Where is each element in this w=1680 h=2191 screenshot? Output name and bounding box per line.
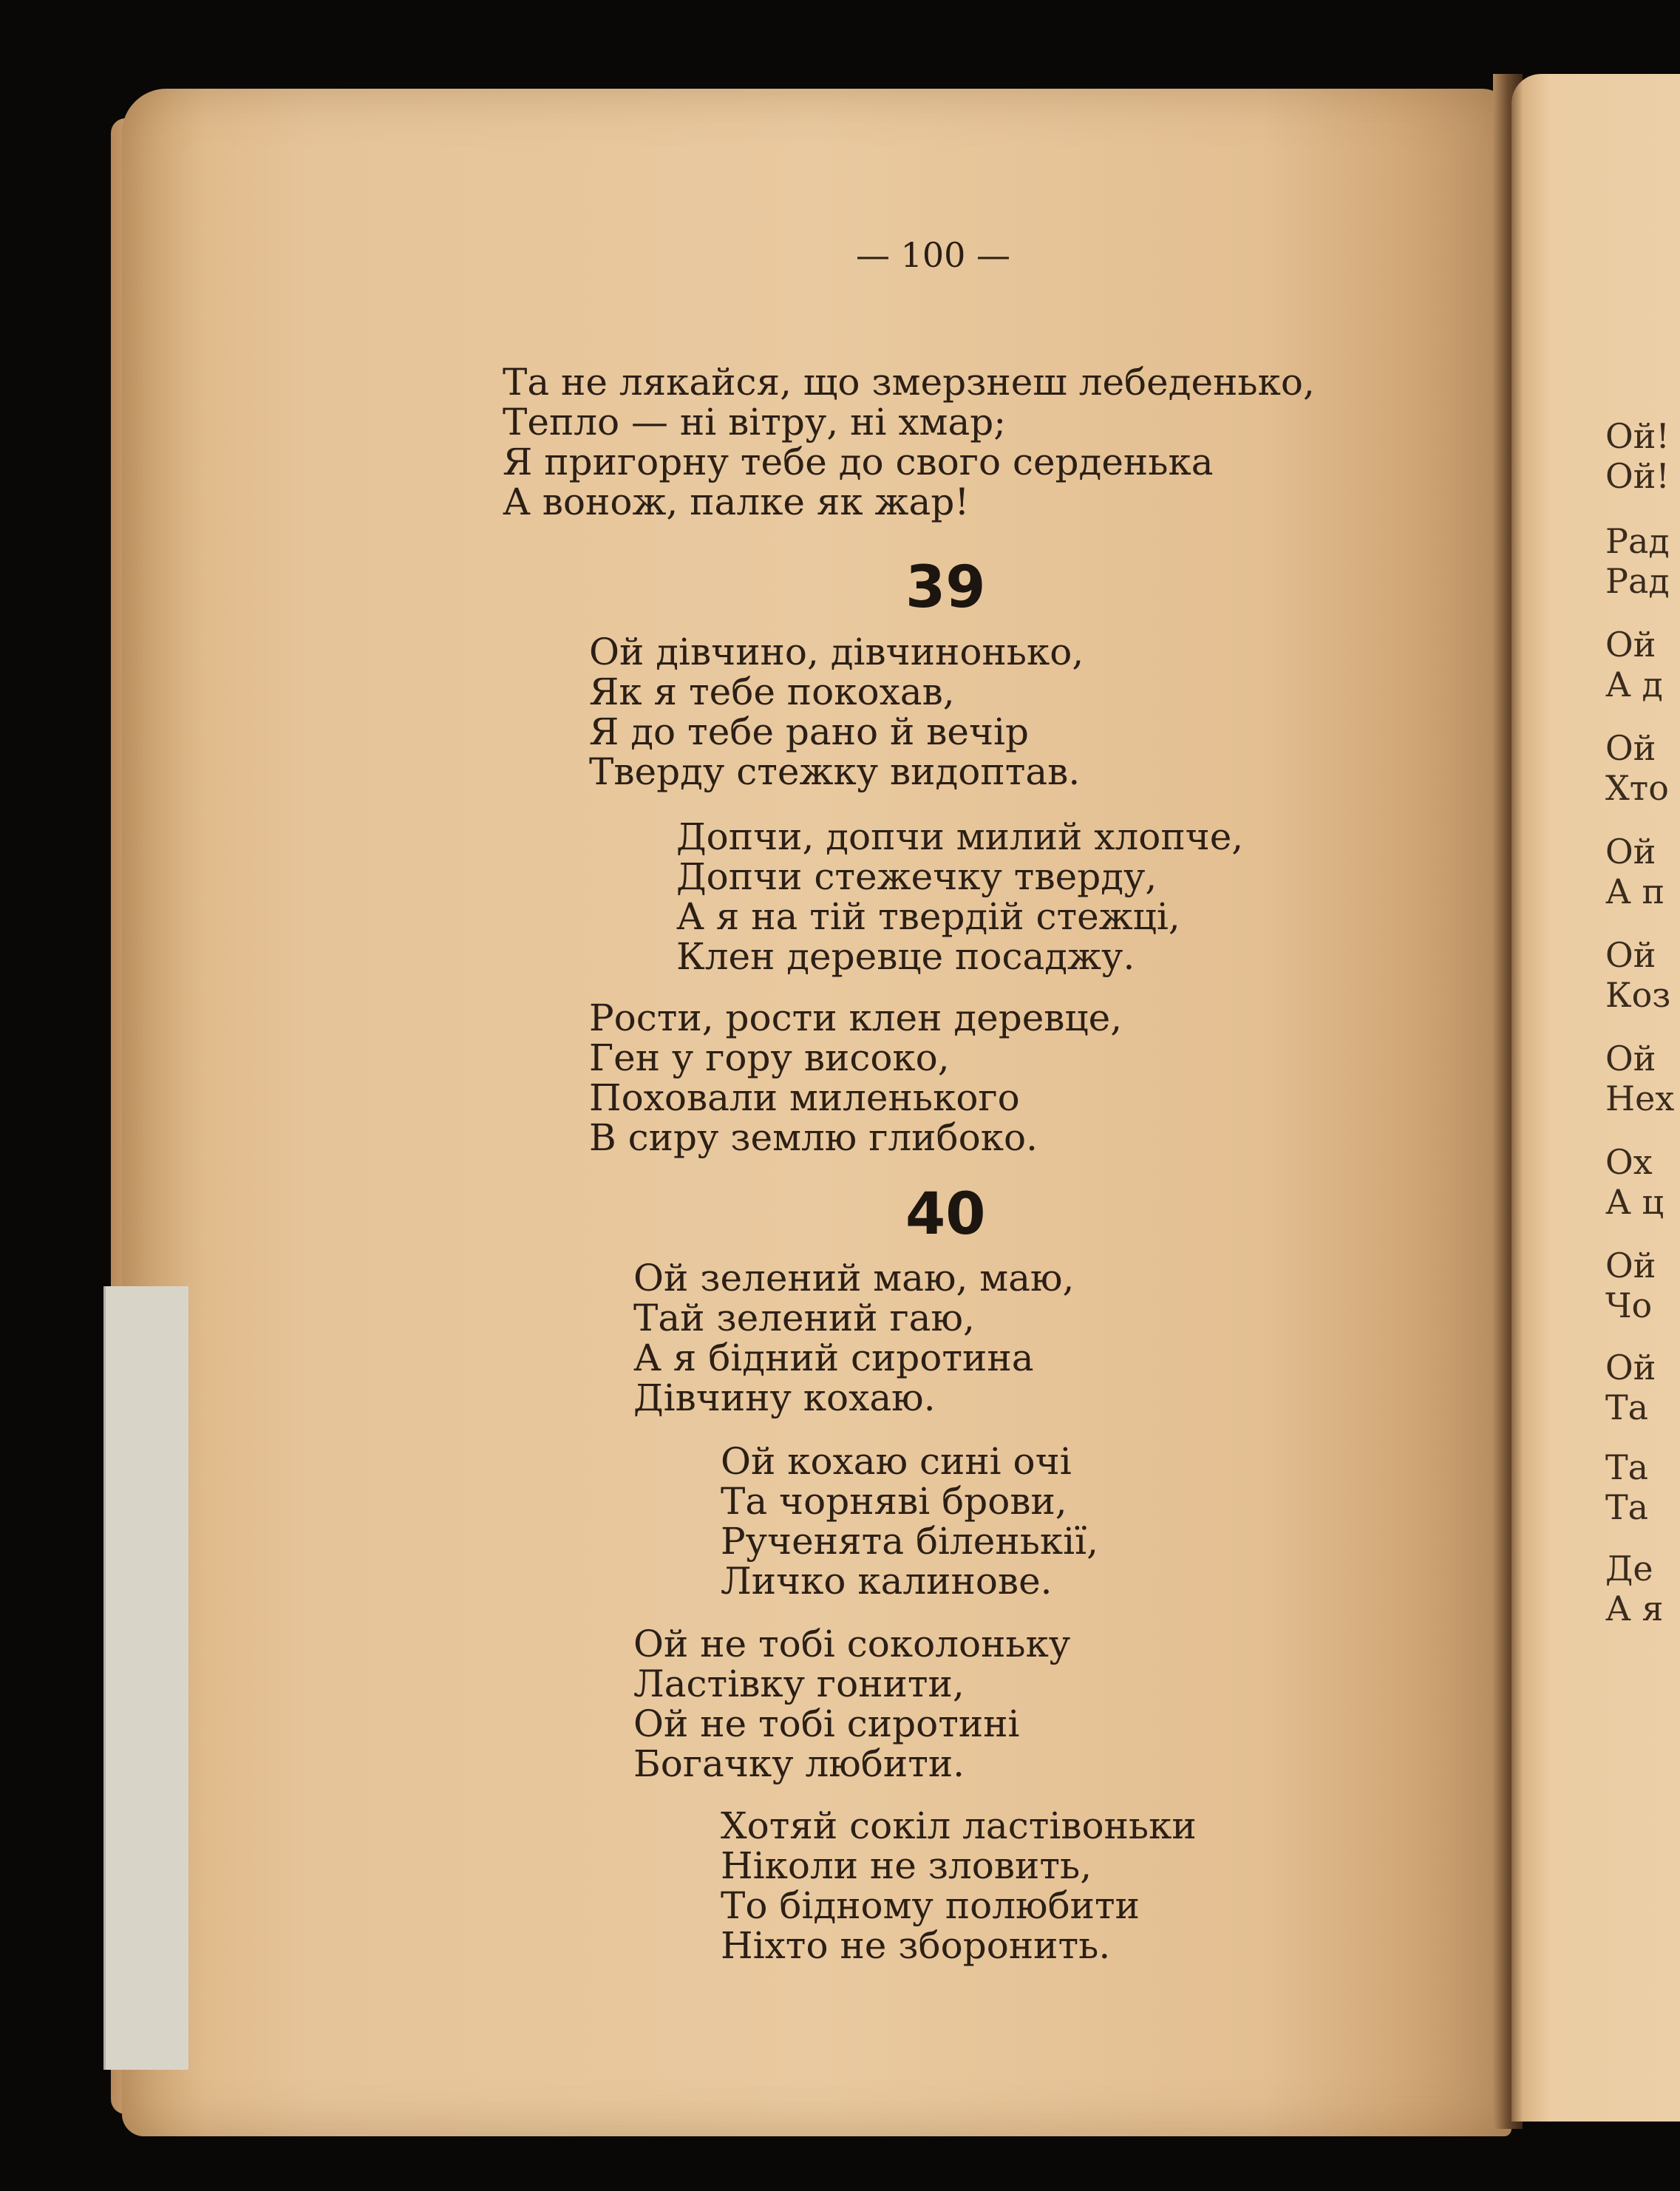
- song-number-39: 39: [905, 554, 986, 621]
- verse-line: Як я тебе покохав,: [589, 670, 955, 713]
- verse-line: Тай зелений гаю,: [633, 1297, 975, 1339]
- verse-line: Ластівку гонити,: [633, 1662, 965, 1705]
- song40-stanza-3: [633, 1624, 1070, 1784]
- verse-line: Клен деревце посаджу.: [676, 935, 1135, 978]
- intro-stanza: [503, 362, 1315, 522]
- next-page-fragment: Ой Та: [1605, 1348, 1656, 1427]
- verse-line: Ой зелений маю, маю,: [633, 1257, 1075, 1300]
- next-page-fragment: Ой! Ой!: [1605, 416, 1670, 496]
- next-page-fragment: Ой А д: [1605, 625, 1663, 704]
- verse-line: Ген у гору високо,: [589, 1036, 950, 1079]
- next-page-fragment: Ой Коз: [1605, 935, 1671, 1015]
- verse-line: А я на тій твердій стежці,: [676, 895, 1180, 938]
- verse-line: А вонож, палке як жар!: [503, 480, 970, 523]
- next-page-fragment: Ой Нех: [1605, 1039, 1675, 1118]
- song39-stanza-1: [589, 632, 1084, 792]
- next-page-fragment: Ой Хто: [1605, 728, 1669, 808]
- verse-line: Ніколи не зловить,: [721, 1844, 1092, 1887]
- verse-line: Ой дівчино, дівчинонько,: [589, 631, 1084, 673]
- spine-tape: [103, 1286, 188, 2070]
- page-number: — 100 —: [856, 235, 1011, 275]
- verse-line: Ой не тобі соколоньку: [633, 1623, 1071, 1665]
- verse-line: Я до тебе рано й вечір: [589, 710, 1030, 753]
- verse-line: Рученята біленькії,: [721, 1520, 1099, 1563]
- verse-line: Ніхто не зборонить.: [721, 1924, 1111, 1967]
- song39-stanza-3: [589, 998, 1122, 1158]
- verse-line: Тепло — ні вітру, ні хмар;: [503, 401, 1007, 444]
- verse-line: В сиру землю глибоко.: [589, 1116, 1038, 1159]
- song40-stanza-4: [721, 1806, 1197, 1966]
- verse-line: Хотяй сокіл ластівоньки: [721, 1804, 1197, 1847]
- next-page-fragment: Де А я: [1605, 1549, 1664, 1628]
- song39-stanza-2: [676, 817, 1243, 976]
- verse-line: Личко калинове.: [721, 1560, 1052, 1603]
- next-page-fragment: Ох А ц: [1605, 1142, 1664, 1222]
- verse-line: Дівчину кохаю.: [633, 1376, 936, 1419]
- verse-line: Ой кохаю сині очі: [721, 1440, 1072, 1483]
- verse-line: То бідному полюбити: [721, 1884, 1140, 1927]
- verse-line: Богачку любити.: [633, 1742, 965, 1785]
- song40-stanza-2: [721, 1441, 1098, 1601]
- song40-stanza-1: [633, 1258, 1074, 1418]
- verse-line: Я пригорну тебе до свого серденька: [503, 441, 1214, 483]
- verse-line: Ой не тобі сиротині: [633, 1702, 1020, 1745]
- verse-line: Рости, рости клен деревце,: [589, 996, 1123, 1039]
- song-number-40: 40: [905, 1181, 986, 1248]
- next-page-fragment: Та Та: [1605, 1447, 1649, 1527]
- verse-line: Та не лякайся, що змерзнеш лебеденько,: [503, 361, 1315, 404]
- verse-line: Допчи, допчи милий хлопче,: [676, 815, 1244, 858]
- next-page-fragment: Ой Чо: [1605, 1246, 1656, 1325]
- verse-line: Тверду стежку видоптав.: [589, 750, 1081, 793]
- verse-line: Поховали миленького: [589, 1076, 1020, 1119]
- next-page-fragment: Ой А п: [1605, 832, 1665, 911]
- verse-line: Та чорняві брови,: [721, 1480, 1067, 1523]
- verse-line: Допчи стежечку тверду,: [676, 855, 1157, 898]
- next-page-fragment: Рад Рад: [1605, 521, 1670, 601]
- verse-line: А я бідний сиротина: [633, 1336, 1034, 1379]
